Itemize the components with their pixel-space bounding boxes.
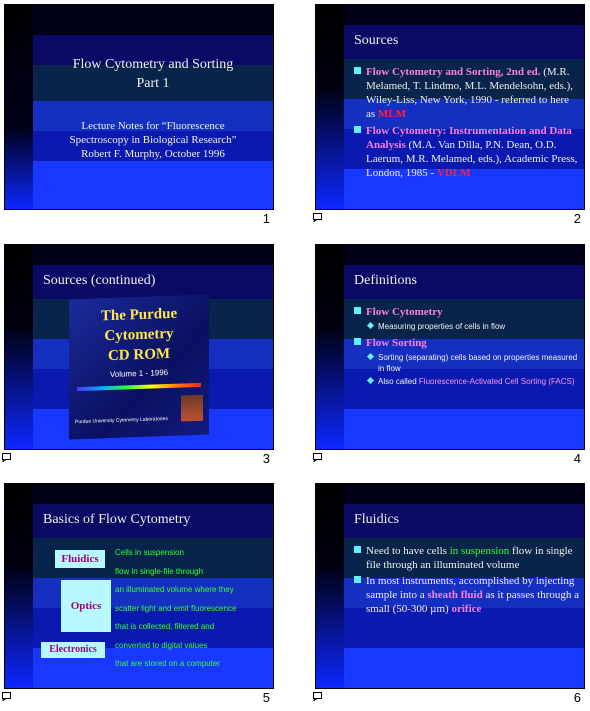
cd-volume: Volume 1 - 1996 [109,367,169,380]
slide-note-icon[interactable] [2,453,12,462]
process-line: flow in single-file through [115,566,204,576]
cd-title: The Purdue Cytometry CD ROM [100,305,178,365]
square-bullet-icon [354,576,361,583]
slide-thumbnail-6[interactable] [311,479,589,711]
electronics-box: Electronics [41,642,105,658]
process-line: that are stored on a computer [115,659,220,668]
process-line: an illuminated volume where they [115,585,234,594]
process-line: that is collected, filtered and [115,622,215,631]
optics-box: Optics [61,580,111,632]
slide-thumbnail-1[interactable] [0,0,278,232]
slide-6-list [354,544,580,616]
spectrum-bar [77,383,201,391]
diamond-bullet-icon [367,322,374,329]
slide-note-icon[interactable] [313,213,323,222]
cd-thumbnail-photo [181,395,203,422]
slide-1-title: Flow Cytometry and Sorting Part 1 [72,57,234,91]
list-item: Sorting (separating) cells based on properties measured in flow [354,352,580,374]
slide-thumbnail-2[interactable] [311,0,589,232]
slide-4-title: Definitions [354,273,417,288]
list-item: Flow Cytometry and Sorting, 2nd ed. (M.R. Melamed, T. Lindmo, M.L. Mendelsohn, eds.), Wiley-Liss, New York, 1990 - referred to here as MLM [354,65,580,121]
slide-note-icon[interactable] [313,453,323,462]
slide-3 [4,244,274,450]
fluidics-box: Fluidics [55,550,105,568]
square-bullet-icon [354,338,361,345]
list-item: Also called Fluorescence-Activated Cell Sorting (FACS) [354,376,580,387]
list-item: Flow Cytometry [354,305,580,319]
slide-note-icon[interactable] [313,692,323,701]
list-item: In most instruments, accomplished by injecting sample into a sheath fluid as it passes through a small (50-300 µm) orifice [354,574,580,616]
process-line: converted to digital values [115,640,208,650]
slide-6-title: Fluidics [354,512,400,527]
process-line: Cells in suspension [115,548,184,557]
slide-2-title: Sources [354,33,399,48]
process-line: scatter light and emit fluorescence [115,603,237,613]
slide-4-list [354,305,580,387]
slide-number: 2 [573,211,581,226]
slide-number: 4 [573,451,581,466]
list-item: Need to have cells in suspension flow in single file through an illuminated volume [354,544,580,572]
diamond-bullet-icon [367,353,374,360]
cd-footer: Purdue University Cytometry Laboratories [75,415,168,426]
slide-2-list [354,65,580,180]
square-bullet-icon [354,307,361,314]
list-item: Flow Cytometry: Instrumentation and Data Analysis (M.A. Van Dilla, P.N. Dean, O.D. Laerum, M.R. Melamed, eds.), Academic Press, London, 1985 - VDLM [354,124,580,180]
slide-1 [4,4,274,210]
list-item: Flow Sorting [354,336,580,350]
process-lines [115,544,236,674]
slide-number: 5 [262,690,270,705]
slide-number: 1 [262,211,270,226]
slide-thumbnail-5[interactable] [0,479,278,711]
slide-number: 6 [573,690,581,705]
slide-5 [4,483,274,689]
slide-3-title: Sources (continued) [43,273,156,288]
slide-2 [315,4,585,210]
list-item: Measuring properties of cells in flow [354,321,580,332]
slide-4 [315,244,585,450]
square-bullet-icon [354,67,361,74]
square-bullet-icon [354,126,361,133]
slide-thumbnail-4[interactable] [311,240,589,472]
square-bullet-icon [354,546,361,553]
diamond-bullet-icon [367,377,374,384]
slide-1-subtitle: Lecture Notes for “Fluorescence Spectroscopy in Biological Research” Robert F. Murphy, October 1996 [69,120,237,160]
slide-5-title: Basics of Flow Cytometry [43,512,191,527]
cd-rom-cover-image [69,295,209,440]
slide-number: 3 [262,451,270,466]
slide-note-icon[interactable] [2,692,12,701]
slide-thumbnail-3[interactable] [0,240,278,472]
slide-6 [315,483,585,689]
